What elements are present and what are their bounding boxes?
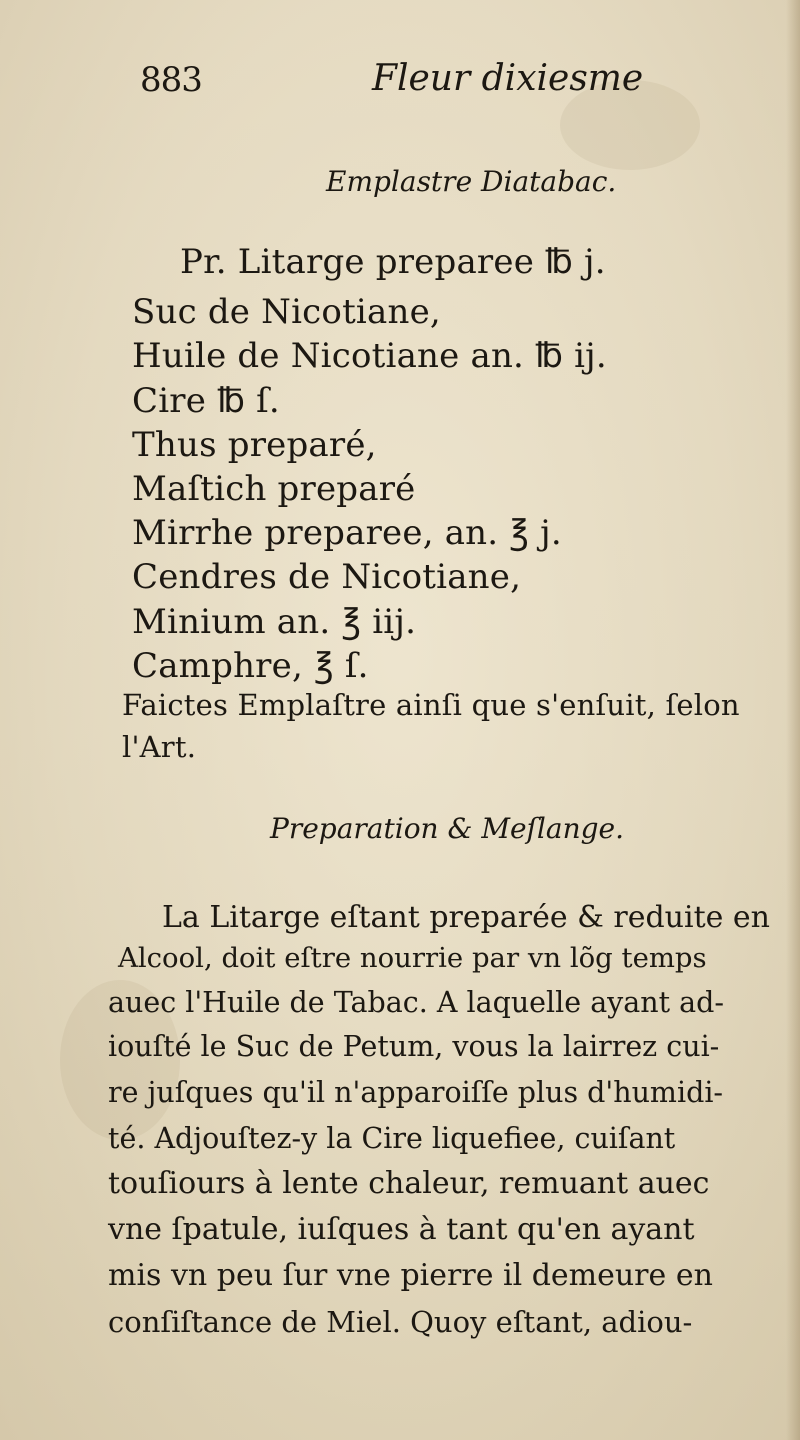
body-line: mis vn peu ſur vne pierre il demeure en — [108, 1258, 713, 1293]
recipe-line: Maſtich preparé — [132, 469, 416, 509]
recipe-line: Cendres de Nicotiane, — [132, 557, 522, 597]
recipe-line: Mirrhe preparee, an. ℥ j. — [132, 513, 562, 553]
recipe-line: Cire ℔ ſ. — [132, 381, 280, 421]
page-number: 883 — [140, 60, 202, 100]
recipe-line: Huile de Nicotiane an. ℔ ij. — [132, 336, 607, 376]
recipe-line: Minium an. ℥ iij. — [132, 602, 417, 642]
recipe-line: Thus preparé, — [132, 425, 377, 465]
body-line: conſiſtance de Miel. Quoy eſtant, adiou- — [108, 1305, 693, 1339]
body-line: iouſté le Suc de Petum, vous la lairrez cui- — [108, 1030, 720, 1063]
body-line: touſiours à lente chaleur, remuant auec — [108, 1166, 710, 1201]
body-line: té. Adjouſtez-y la Cire liquefiee, cuiſant — [108, 1122, 676, 1155]
running-head: Fleur dixiesme — [372, 58, 644, 99]
body-line: auec l'Huile de Tabac. A laquelle ayant ad- — [108, 986, 725, 1019]
recipe-line: Pr. Litarge preparee ℔ j. — [180, 242, 606, 282]
body-line: re juſques qu'il n'apparoiſſe plus d'humidi- — [108, 1076, 724, 1109]
recipe-title: Emplastre Diatabac. — [326, 165, 617, 198]
page-edge-shadow — [786, 0, 800, 1440]
body-line: vne ſpatule, iuſques à tant qu'en ayant — [108, 1212, 695, 1247]
body-line: Alcool, doit eſtre nourrie par vn lõg temps — [118, 942, 707, 974]
recipe-line: Suc de Nicotiane, — [132, 292, 441, 332]
recipe-line: l'Art. — [122, 730, 197, 764]
recipe-line: Camphre, ℥ ſ. — [132, 646, 369, 686]
body-line: La Litarge eſtant preparée & reduite en — [162, 900, 770, 935]
section-title: Preparation & Meſlange. — [270, 812, 624, 845]
recipe-line: Faictes Emplaſtre ainſi que s'enſuit, ſelon — [122, 688, 740, 722]
